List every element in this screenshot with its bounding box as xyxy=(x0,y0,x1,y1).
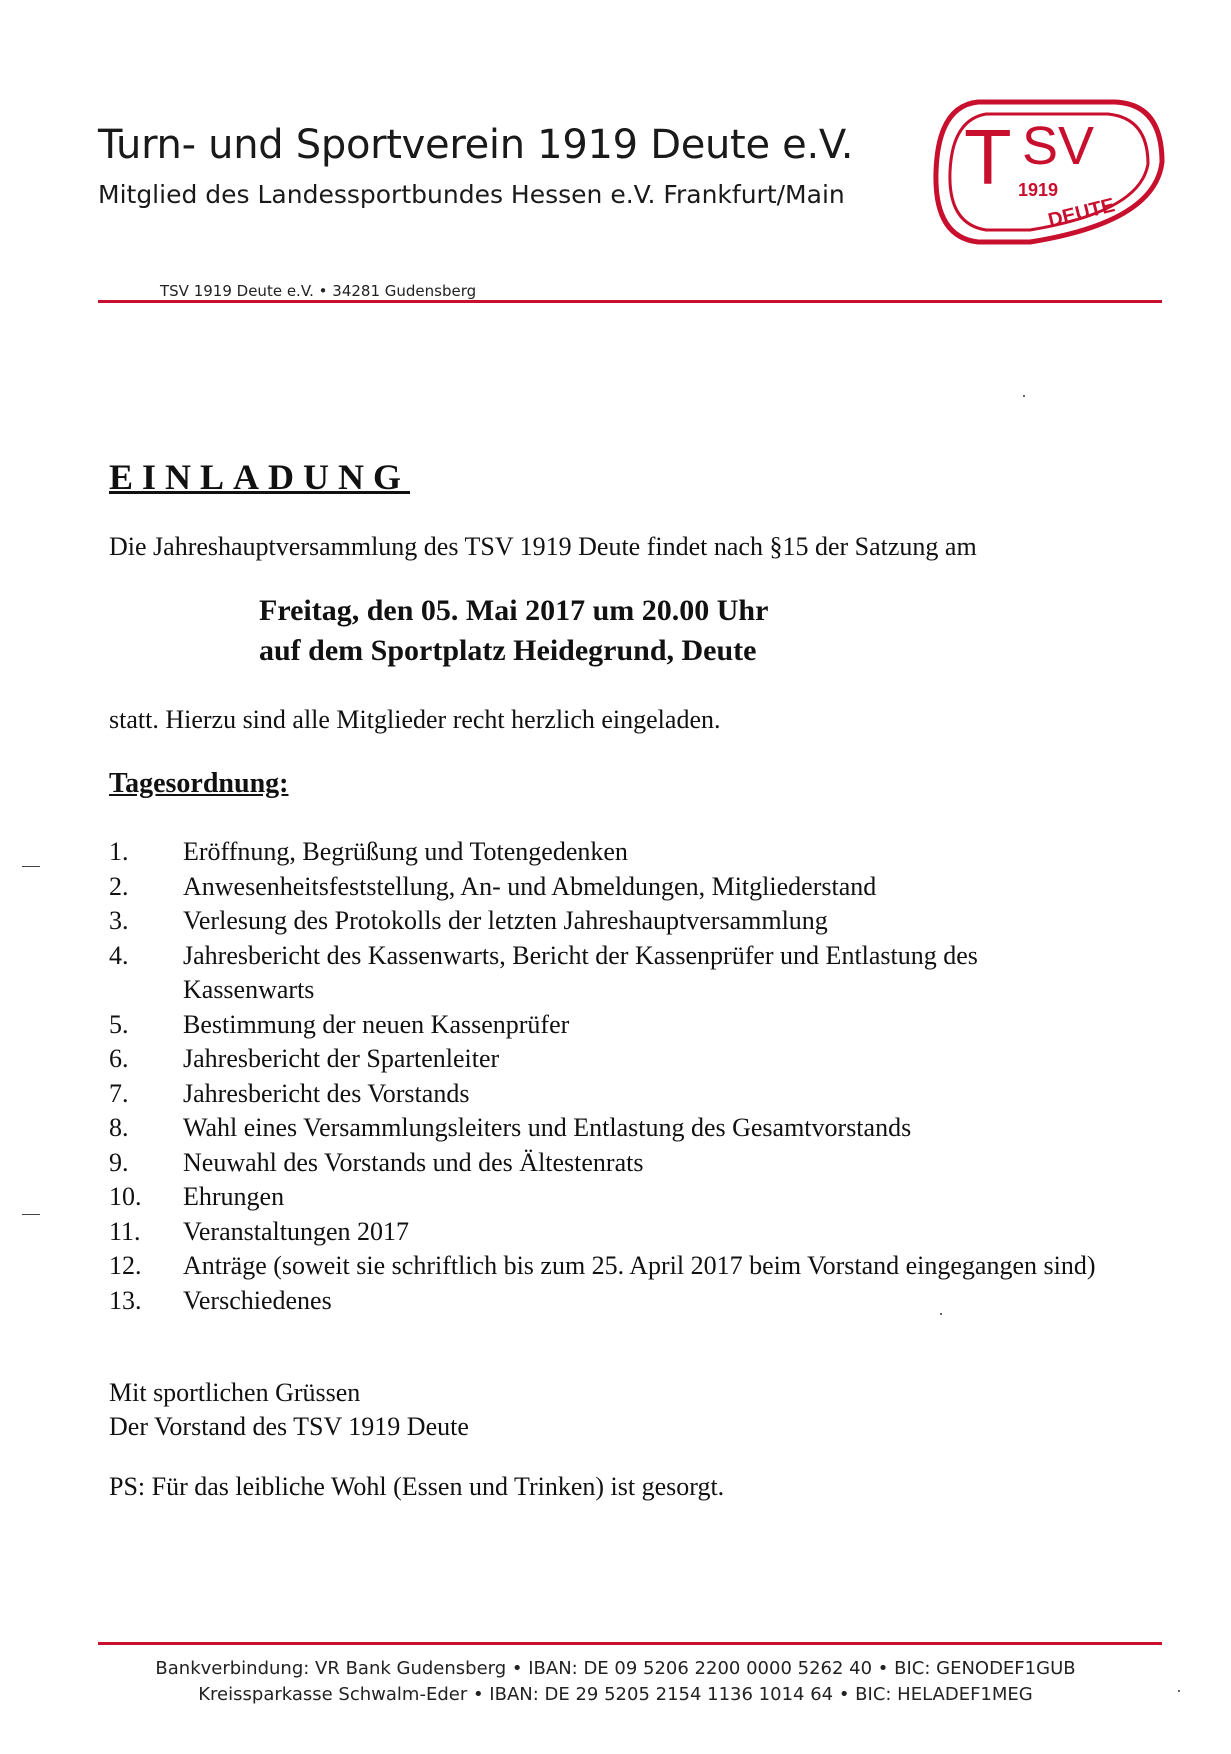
fold-mark xyxy=(22,866,40,867)
agenda-title: Tagesordnung: xyxy=(109,768,289,799)
agenda-number: 9. xyxy=(109,1147,129,1177)
agenda-item xyxy=(109,1249,1109,1284)
agenda-number: 2. xyxy=(109,871,129,901)
agenda-item xyxy=(109,1215,1109,1250)
agenda-number: 8. xyxy=(109,1113,129,1142)
agenda-item xyxy=(109,1111,1109,1146)
scan-speck xyxy=(940,1313,942,1315)
meeting-location: auf dem Sportplatz Heidegrund, Deute xyxy=(259,634,757,667)
agenda-number: 4. xyxy=(109,940,129,970)
agenda-text: Bestimmung der neuen Kassenprüfer xyxy=(183,1009,570,1039)
bank-details-line-1: Bankverbindung: VR Bank Gudensberg • IBAN: DE 09 5206 2200 0000 5262 40 • BIC: GENODEF1GUB xyxy=(155,1658,1076,1679)
agenda-number: 5. xyxy=(109,1009,129,1039)
bank-details-line-2: Kreissparkasse Schwalm-Eder • IBAN: DE 29 5205 2154 1136 1014 64 • BIC: HELADEF1MEG xyxy=(198,1684,1033,1705)
agenda-text: Wahl eines Versammlungsleiters und Entlastung des Gesamtvorstands xyxy=(183,1113,912,1142)
agenda-item xyxy=(109,1042,1109,1077)
logo-year: 1919 xyxy=(1018,180,1059,200)
agenda-number: 13. xyxy=(109,1285,142,1315)
agenda-item xyxy=(109,1146,1109,1181)
header-divider xyxy=(98,300,1162,303)
tsv-logo-graphic xyxy=(930,92,1170,252)
invitation-heading: EINLADUNG xyxy=(109,457,411,497)
agenda-text: Jahresbericht des Kassenwarts, Bericht der Kassenprüfer und Entlastung des Kassenwarts xyxy=(183,940,978,1004)
postscript: PS: Für das leibliche Wohl (Essen und Trinken) ist gesorgt. xyxy=(109,1472,725,1501)
tsv-logo xyxy=(930,92,1170,252)
logo-letters-sv: SV xyxy=(1022,116,1095,176)
closing-greeting: Mit sportlichen Grüssen xyxy=(109,1378,361,1407)
agenda-text: Anwesenheitsfeststellung, An- und Abmeldungen, Mitgliederstand xyxy=(183,871,877,901)
agenda-text: Anträge (soweit sie schriftlich bis zum 25. April 2017 beim Vorstand eingegangen sind) xyxy=(183,1251,1096,1280)
agenda-item xyxy=(109,1180,1109,1215)
logo-letter-t: T xyxy=(964,113,1012,201)
agenda-item xyxy=(109,1284,1109,1319)
agenda-list xyxy=(109,835,1109,1318)
sender-line: TSV 1919 Deute e.V. • 34281 Gudensberg xyxy=(160,282,477,300)
agenda-text: Jahresbericht des Vorstands xyxy=(183,1078,470,1108)
intro-text: Die Jahreshauptversammlung des TSV 1919 Deute findet nach §15 der Satzung am xyxy=(109,532,977,561)
agenda-text: Veranstaltungen 2017 xyxy=(183,1216,410,1246)
agenda-item xyxy=(109,835,1109,870)
agenda-text: Jahresbericht der Spartenleiter xyxy=(183,1044,500,1073)
agenda-text: Ehrungen xyxy=(183,1182,285,1211)
agenda-item xyxy=(109,904,1109,939)
agenda-item xyxy=(109,939,1109,1008)
fold-mark xyxy=(22,1214,40,1215)
agenda-number: 12. xyxy=(109,1251,142,1280)
agenda-item xyxy=(109,870,1109,905)
scan-speck xyxy=(1023,395,1025,397)
meeting-date: Freitag, den 05. Mai 2017 um 20.00 Uhr xyxy=(259,594,769,627)
agenda-number: 1. xyxy=(109,837,129,866)
invitation-note: statt. Hierzu sind alle Mitglieder recht herzlich eingeladen. xyxy=(109,705,721,734)
agenda-text: Eröffnung, Begrüßung und Totengedenken xyxy=(183,837,628,866)
agenda-number: 6. xyxy=(109,1044,129,1073)
agenda-number: 3. xyxy=(109,906,129,935)
agenda-text: Verschiedenes xyxy=(183,1285,332,1315)
agenda-text: Neuwahl des Vorstands und des Ältestenrats xyxy=(183,1147,644,1177)
logo-place: DEUTE xyxy=(1045,194,1118,232)
agenda-item xyxy=(109,1077,1109,1112)
footer-divider xyxy=(98,1642,1162,1645)
scan-speck xyxy=(1178,1690,1180,1692)
agenda-number: 10. xyxy=(109,1182,142,1211)
agenda-number: 7. xyxy=(109,1078,129,1108)
agenda-item xyxy=(109,1008,1109,1043)
organization-subtitle: Mitglied des Landessportbundes Hessen e.V. Frankfurt/Main xyxy=(98,180,845,209)
closing-signature: Der Vorstand des TSV 1919 Deute xyxy=(109,1412,469,1441)
organization-title: Turn- und Sportverein 1919 Deute e.V. xyxy=(98,122,854,168)
agenda-number: 11. xyxy=(109,1216,141,1246)
agenda-text: Verlesung des Protokolls der letzten Jahreshauptversammlung xyxy=(183,906,828,935)
